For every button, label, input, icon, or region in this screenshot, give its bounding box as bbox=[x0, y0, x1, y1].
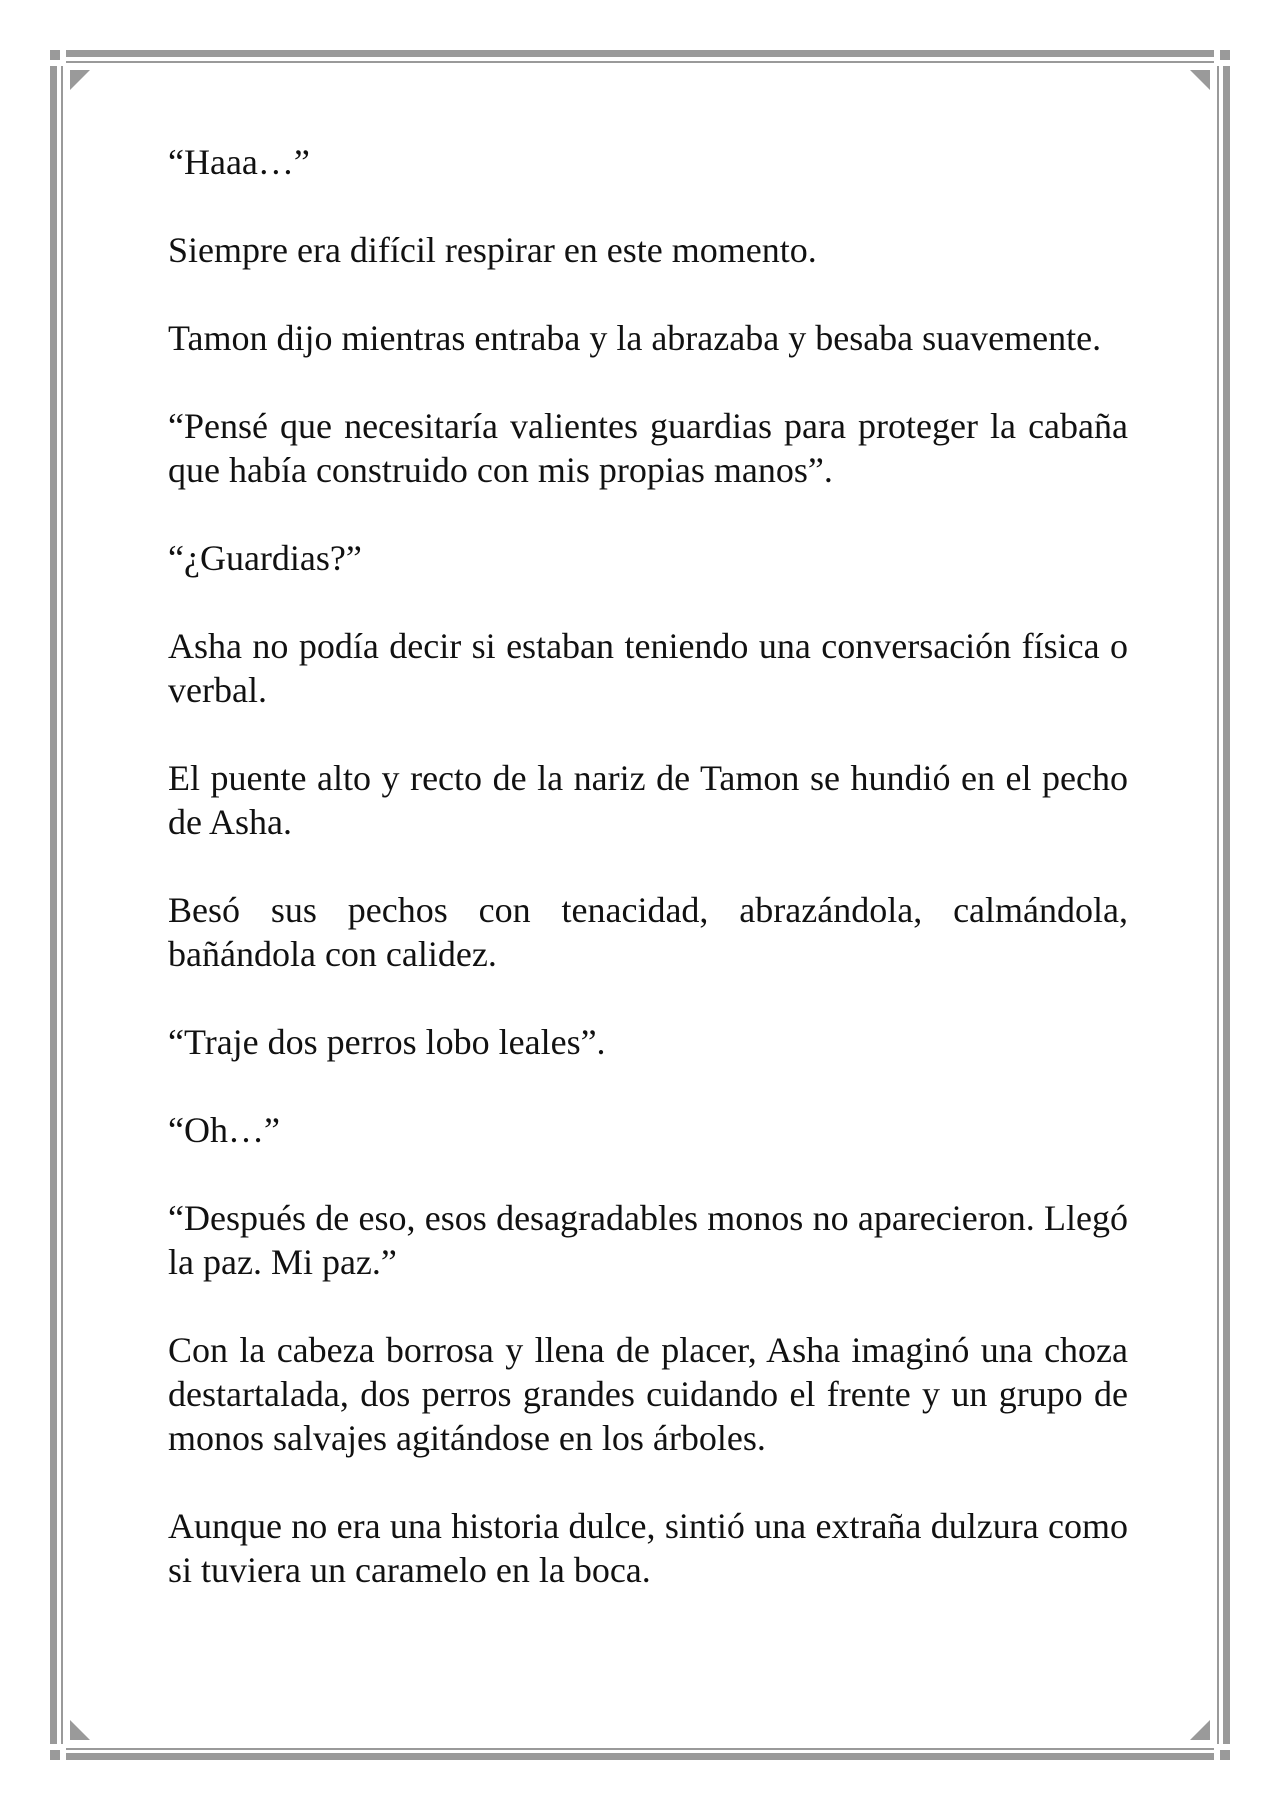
paragraph: Aunque no era una historia dulce, sintió una extraña dulzura como si tuviera un caramelo en la boca. bbox=[168, 1506, 1128, 1590]
paragraph: “Después de eso, esos desagradables monos no aparecieron. Llegó la paz. Mi paz.” bbox=[168, 1198, 1128, 1282]
paragraph: “Haaa…” bbox=[168, 142, 310, 182]
page-body bbox=[168, 140, 1128, 1636]
paragraph: Siempre era difícil respirar en este momento. bbox=[168, 230, 817, 270]
paragraph: Besó sus pechos con tenacidad, abrazándola, calmándola, bañándola con calidez. bbox=[168, 890, 1128, 974]
paragraph: “Traje dos perros lobo leales”. bbox=[168, 1022, 606, 1062]
paragraph: “¿Guardias?” bbox=[168, 538, 362, 578]
paragraph: “Pensé que necesitaría valientes guardias para proteger la cabaña que había construido con mis propias manos”. bbox=[168, 406, 1128, 490]
paragraph: El puente alto y recto de la nariz de Tamon se hundió en el pecho de Asha. bbox=[168, 758, 1128, 842]
paragraph: Asha no podía decir si estaban teniendo una conversación física o verbal. bbox=[168, 626, 1128, 710]
paragraph: Con la cabeza borrosa y llena de placer, Asha imaginó una choza destartalada, dos perros grandes cuidando el frente y un grupo de monos salvajes agitándose en los árboles. bbox=[168, 1330, 1128, 1458]
paragraph: “Oh…” bbox=[168, 1110, 280, 1150]
paragraph: Tamon dijo mientras entraba y la abrazaba y besaba suavemente. bbox=[168, 318, 1102, 358]
